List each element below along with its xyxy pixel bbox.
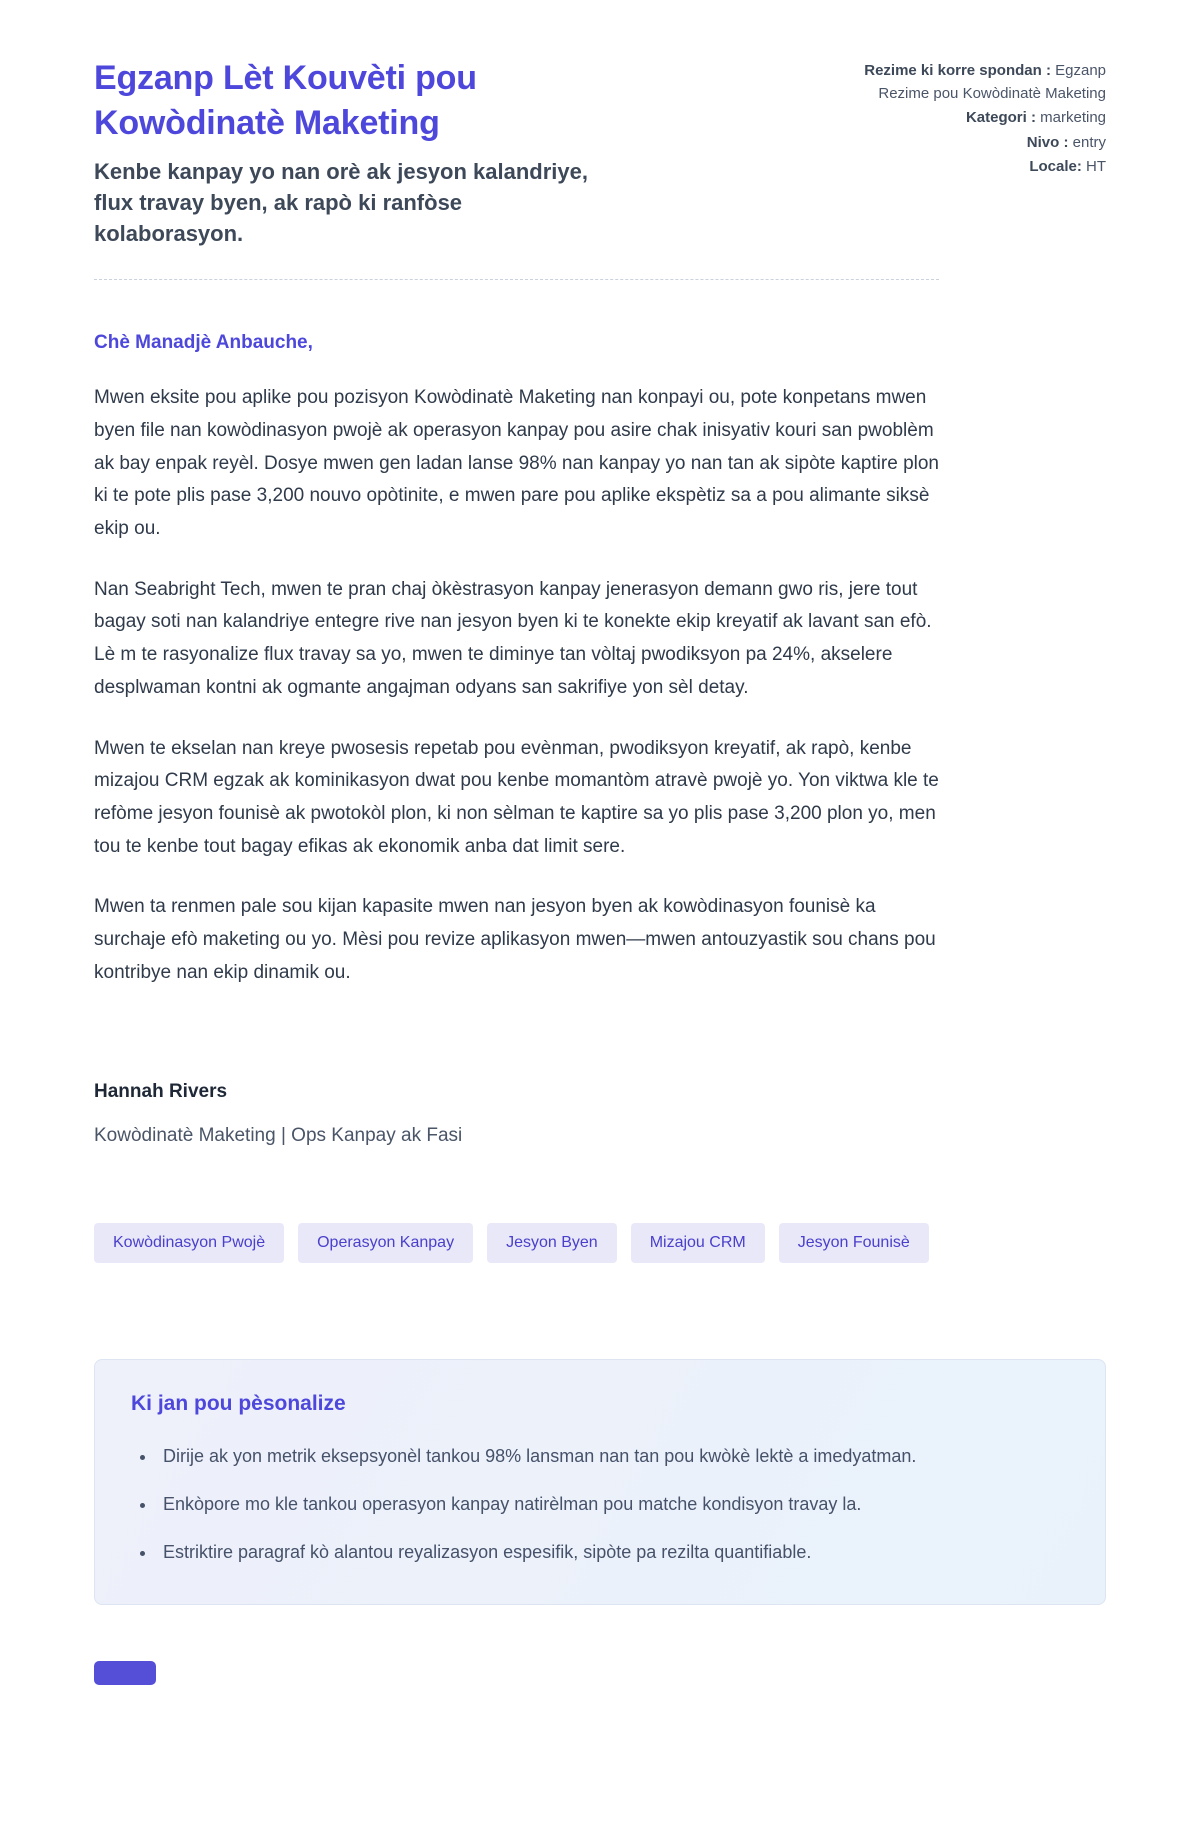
- header-title-block: [94, 56, 614, 249]
- tag-vendor-management[interactable]: Jesyon Founisè: [779, 1223, 929, 1263]
- page-subtitle: Kenbe kanpay yo nan orè ak jesyon kalandriye, flux travay byen, ak rapò ki ranfòse kolaborasyon.: [94, 158, 588, 247]
- tag-list: [94, 1223, 939, 1263]
- callout-tip-list: [131, 1440, 1069, 1568]
- page-header: [94, 56, 1106, 249]
- signature-title: Kowòdinatè Maketing | Ops Kanpay ak Fasi: [94, 1125, 463, 1147]
- tag-campaign-operations[interactable]: Operasyon Kanpay: [298, 1223, 473, 1263]
- letter-paragraph: Mwen te ekselan nan kreye pwosesis repetab pou evènman, pwodiksyon kreyatif, ak rapò, kenbe mizajou CRM egzak ak kominikasyon dwat pou kenbe momantòm atravè pwojè yo. Yon viktwa kle te refòme jesyon founisè ak pwotokòl plon, ki non sèlman te kaptire sa yo plis pase 3,200 plon yo, men tou te kenbe tout bagay efikas ak ekonomik anba dat limit sere.: [94, 737, 939, 857]
- meta-value: marketing: [1040, 109, 1106, 126]
- meta-row-locale: [854, 156, 1106, 179]
- tip-item: • Enkòpore mo kle tankou operasyon kanpay natirèlman pou matche kondisyon travay la.: [157, 1488, 1069, 1520]
- tip-item: • Estriktire paragraf kò alantou reyalizasyon espesifik, sipòte pa rezilta quantifiable.: [157, 1536, 1069, 1568]
- meta-value: entry: [1072, 133, 1106, 151]
- letter-paragraph: Mwen ta renmen pale sou kijan kapasite mwen nan jesyon byen ak kowòdinasyon founisè ka surchaje efò maketing ou yo. Mèsi pou revize aplikasyon mwen—mwen antouzyastik sou chans pou kontribye nan ekip dinamik ou.: [94, 896, 936, 983]
- tip-item: • Dirije ak yon metrik eksepsyonèl tankou 98% lansman nan tan pou kwòkè lektè a imedyatman.: [157, 1440, 1069, 1472]
- cover-letter-page: [94, 0, 1106, 1685]
- letter-salutation: Chè Manadjè Anbauche,: [94, 332, 313, 354]
- tag-crm-updates[interactable]: Mizajou CRM: [631, 1223, 765, 1263]
- meta-row-category: [854, 107, 1106, 130]
- meta-value: Egzanp Rezime pou Kowòdinatè Maketing: [878, 62, 1106, 102]
- meta-label: Nivo :: [1026, 133, 1069, 151]
- meta-row-level: [854, 132, 1106, 155]
- bottom-cutoff-button[interactable]: [94, 1661, 156, 1685]
- tag-asset-management[interactable]: Jesyon Byen: [487, 1223, 617, 1263]
- signature-name: Hannah Rivers: [94, 1081, 228, 1103]
- header-divider: [94, 279, 939, 280]
- callout-title: Ki jan pou pèsonalize: [131, 1392, 346, 1416]
- meta-label: Kategori :: [965, 109, 1036, 126]
- tag-project-coordination[interactable]: Kowòdinasyon Pwojè: [94, 1223, 284, 1263]
- personalize-tips-callout: [94, 1359, 1106, 1605]
- meta-value: HT: [1086, 158, 1106, 175]
- letter-body: [94, 332, 939, 1263]
- meta-block: [854, 56, 1106, 181]
- page-title: Egzanp Lèt Kouvèti pou Kowòdinatè Maketing: [94, 59, 477, 142]
- meta-row-matching-resume: [854, 60, 1106, 105]
- letter-paragraph: Nan Seabright Tech, mwen te pran chaj òkèstrasyon kanpay jenerasyon demann gwo ris, jere tout bagay soti nan kalandriye entegre rive nan jesyon byen ki te konekte ekip kreyatif ak lavant san efò. Lè m te rasyonalize flux travay sa yo, mwen te diminye tan vòltaj pwodiksyon pa 24%, akselere desplwaman kontni ak ogmante angajman odyans san sakrifiye yon sèl detay.: [94, 578, 932, 698]
- meta-label: Rezime ki korre spondan :: [864, 62, 1051, 79]
- letter-paragraph: Mwen eksite pou aplike pou pozisyon Kowòdinatè Maketing nan konpayi ou, pote konpetans mwen byen file nan kowòdinasyon pwojè ak operasyon kanpay pou asire chak inisyativ kouri san pwoblèm ak bay enpak reyèl. Dosye mwen gen ladan lanse 98% nan kanpay yo nan tan ak sipòte kaptire plon ki te pote plis pase 3,200 nouvo opòtinite, e mwen pare pou aplike ekspètiz sa a pou alimante siksè ekip ou.: [94, 387, 939, 540]
- meta-label: Locale:: [1029, 158, 1082, 175]
